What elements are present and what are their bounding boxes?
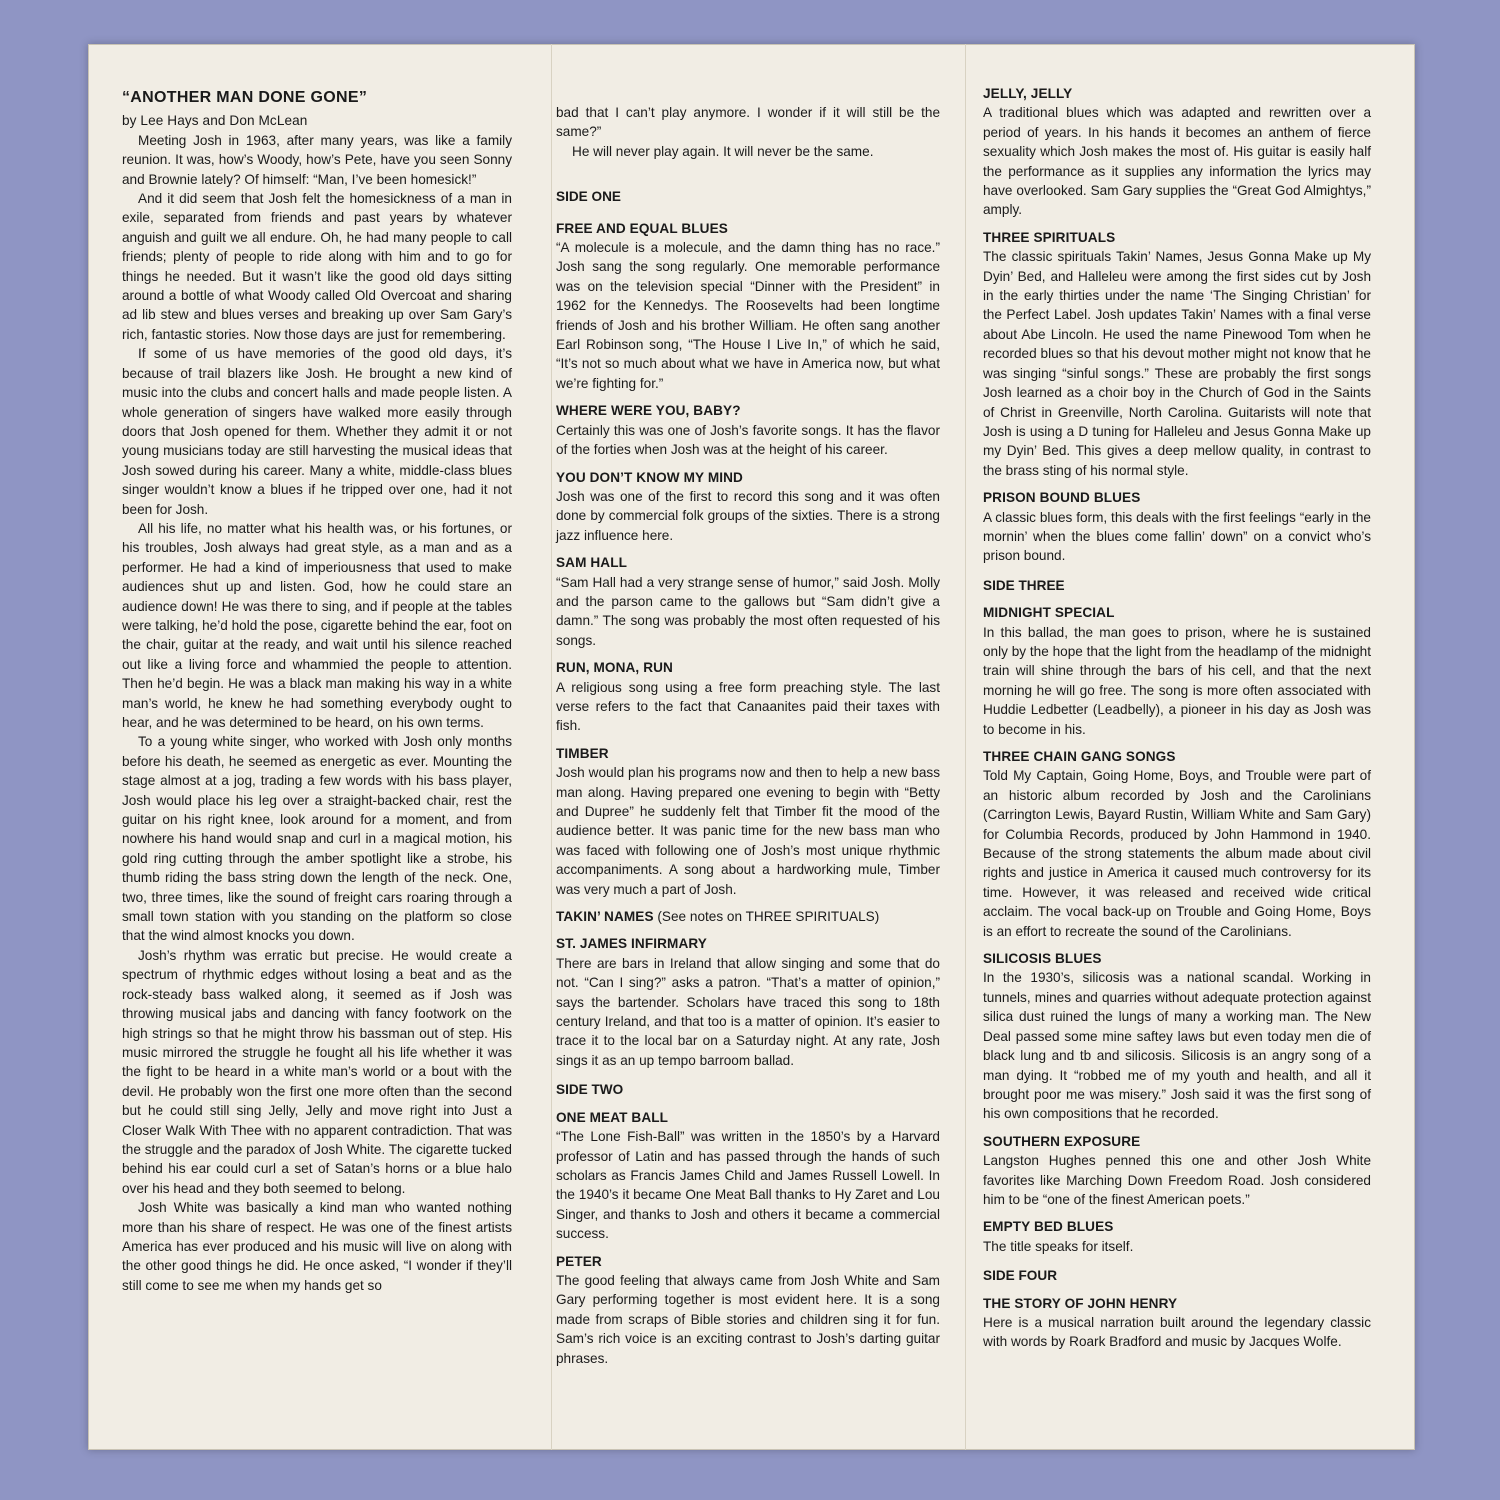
song-note: In this ballad, the man goes to prison, where he is sustained only by the hope that the light from the headlamp of the midnight train will shine through the bars of his cell, and that the next morning he will go free. The song is more often associated with Huddie Ledbetter (Leadbelly), a pioneer in his day as Josh was to become in his. — [983, 624, 1371, 737]
liner-notes-sheet — [88, 44, 1415, 1450]
column-essay — [122, 88, 512, 1295]
song-note: A traditional blues which was adapted and rewritten over a period of years. In his hands it becomes an anthem of fierce sexuality which Josh makes the most of. His guitar is easily half the performance as it supplies any information the lyrics may have overlooked. Sam Gary supplies the “Great God Almightys,” amply. — [983, 105, 1371, 218]
song-note: Told My Captain, Going Home, Boys, and Trouble were part of an historic album recorded by Josh and the Carolinians (Carrington Lewis, Bayard Rustin, William White and Sam Gary) for Columbia Records, produced by John Hammond in 1940. Because of the strong statements the album made about civil rights and justice in America it caused much controversy for its time. However, it was released and received wide critical acclaim. The vocal back-up on Trouble and Going Home, Boys is an effort to recreate the sound of the Carolinians. — [983, 768, 1371, 939]
side-four-heading: SIDE FOUR — [983, 1268, 1058, 1284]
song-note: A religious song using a free form preaching style. The last verse refers to the fact that Canaanites paid their taxes with fish. — [556, 679, 940, 734]
song-note: The classic spirituals Takin’ Names, Jesus Gonna Make up My Dyin’ Bed, and Halleleu were among the first sides cut by Josh in the early thirties under the name ‘The Singing Christian’ for the Perfect Label. Josh updates Takin’ Names with a final verse about Abe Lincoln. He used the name Pinewood Tom when he recorded blues so that his devout mother might not know that he was singing “sinful songs.” These are probably the first songs Josh learned as a choir boy in the Church of God in the Saints of Christ in Greenville, North Carolina. Guitarists will note that Josh is using a D tuning for Halleleu and Jesus Gonna Make up my Dyin’ Bed. This gives a deep mellow quality, in contrast to the brass sting of his normal style. — [983, 249, 1371, 478]
song-note: Josh was one of the first to record this song and it was often done by commercial folk groups of the sixties. There is a strong jazz influence here. — [556, 488, 940, 543]
song-title: TIMBER — [556, 745, 609, 761]
song-note: Josh would plan his programs now and then to help a new bass man along. Having prepared one evening to begin with “Betty and Dupree” he suddenly felt that Timber fit the mood of the audience better. It was panic time for the new bass man who was faced with following one of Josh’s most unique rhythmic accompaniments. A song about a hardworking mule, Timber was very much a part of Josh. — [556, 765, 940, 897]
essay-closing: He will never play again. It will never be the same. — [572, 143, 874, 159]
essay-byline: by Lee Hays and Don McLean — [122, 113, 308, 129]
song-title: THE STORY OF JOHN HENRY — [983, 1295, 1178, 1311]
essay-paragraph: All his life, no matter what his health was, or his fortunes, or his troubles, Josh always had great style, as a man and as a performer. He had a kind of imperiousness that used to make audiences shut up and listen. God, how he could stare an audience down! He was there to sing, and if people at the tables were talking, he’d hold the pose, cigarette behind the ear, foot on the chair, guitar at the ready, and wait until his silence reached out like a living force and whammied the people to attention. Then he’d begin. He was a black man making his way in a white man’s world, he knew he had something everybody ought to hear, and he was determined to be heard, on his own terms. — [122, 520, 512, 730]
song-title: PETER — [556, 1253, 602, 1269]
song-title: SAM HALL — [556, 555, 628, 571]
essay-continued: bad that I can’t play anymore. I wonder if it will still be the same?” — [556, 105, 940, 140]
column-sides-one-two — [556, 103, 940, 1368]
song-title: WHERE WERE YOU, BABY? — [556, 403, 741, 419]
song-note: Certainly this was one of Josh’s favorite songs. It has the flavor of the forties when Josh was at the height of his career. — [556, 422, 940, 458]
song-title: RUN, MONA, RUN — [556, 660, 673, 676]
essay-paragraph: And it did seem that Josh felt the homesickness of a man in exile, separated from friends and past years by whatever anguish and guilt we all endure. Oh, he had many people to call friends; plenty of people to ride along with him and to go for things he needed. But it wasn’t like the good old days sitting around a bottle of what Woody called Old Overcoat and sharing ad lib stew and blues verses and breaking up over Sam Gary’s rich, fantastic stories. Now those days are just for remembering. — [122, 191, 512, 342]
song-note: There are bars in Ireland that allow singing and some that do not. “Can I sing?” asks a patron. “That’s a matter of opinion,” says the bartender. Scholars have traced this song to 18th century Ireland, and that too is a matter of opinion. It’s easier to trace it to the local bar on a Saturday night. At any rate, Josh sings it as an up tempo barroom ballad. — [556, 955, 940, 1068]
song-title: THREE SPIRITUALS — [983, 229, 1116, 245]
song-note: “A molecule is a molecule, and the damn thing has no race.” Josh sang the song regularly. One memorable performance was on the television special “Dinner with the President” in 1962 for the Kennedys. The Roosevelts had been longtime friends of Josh and his brother William. He often sang another Earl Robinson song, “The House I Live In,” of which he said, “It’s not so much about what we have in America now, but what we’re fighting for.” — [556, 240, 940, 391]
song-title: SOUTHERN EXPOSURE — [983, 1133, 1141, 1149]
song-title: PRISON BOUND BLUES — [983, 490, 1141, 506]
essay-paragraph: Josh’s rhythm was erratic but precise. He would create a spectrum of rhythmic edges without losing a beat and as the rock-steady bass walked along, it seemed as if Josh was throwing musical jabs and dancing with fancy footwork on the high strings so that he might throw his bassman out of step. His music mirrored the struggle he fought all his life whether it was the fight to be heard in a white man’s world or a bout with the devil. He probably won the first one more often than the second but he could still sing Jelly, Jelly and move right into Just a Closer Walk With Thee with no apparent contradiction. That was the struggle and the paradox of Josh White. The cigarette tucked behind his ear could curl a set of Satan’s horns or a blue halo over his head and they both seemed to belong. — [122, 947, 512, 1196]
song-title: FREE AND EQUAL BLUES — [556, 220, 728, 236]
song-title: SILICOSIS BLUES — [983, 951, 1102, 967]
song-title: THREE CHAIN GANG SONGS — [983, 749, 1176, 764]
song-note: Here is a musical narration built around the legendary classic with words by Roark Bradford and music by Jacques Wolfe. — [983, 1314, 1371, 1350]
song-note: The title speaks for itself. — [983, 1238, 1134, 1254]
song-title: JELLY, JELLY — [983, 86, 1073, 101]
takin-names-line — [556, 907, 940, 926]
song-note: “Sam Hall had a very strange sense of humor,” said Josh. Molly and the parson came to the gallows but “Sam didn’t give a damn.” The song was probably the most often requested of his songs. — [556, 574, 940, 648]
song-note: The good feeling that always came from Josh White and Sam Gary performing together is most evident here. It is a song made from scraps of Bible stories and children sing it for fun. Sam’s rich voice is an exciting contrast to Josh’s darting guitar phrases. — [556, 1272, 940, 1366]
fold-line — [551, 44, 552, 1450]
song-title: ONE MEAT BALL — [556, 1109, 669, 1125]
song-note: In the 1930’s, silicosis was a national scandal. Working in tunnels, mines and quarries without adequate protection against silica dust ruined the lungs of many a working man. The New Deal passed some mine saftey laws but even today men die of black lung and tb and silicosis. Silicosis is an angry song of a man dying. It “robbed me of my youth and health, and all it brought poor me was misery.” Josh said it was the first song of his own compositions that he recorded. — [983, 970, 1371, 1122]
song-title: YOU DON’T KNOW MY MIND — [556, 469, 743, 485]
song-title: EMPTY BED BLUES — [983, 1219, 1114, 1235]
fold-line — [965, 44, 966, 1450]
essay-paragraph: Meeting Josh in 1963, after many years, was like a family reunion. It was, how’s Woody, how’s Pete, have you seen Sonny and Brownie lately? Of himself: “Man, I’ve been homesick!” — [122, 132, 512, 187]
essay-paragraph: To a young white singer, who worked with Josh only months before his death, he seemed as energetic as ever. Mounting the stage almost at a jog, trading a few words with his bass player, Josh would place his leg over a straight-backed chair, rest the guitar on his right knee, look around for a moment, and from nowhere his hand would snap and curl in a magical motion, his gold ring cutting through the amber spotlight like a strobe, his thumb riding the bass string down the length of the neck. One, two, three times, like the sound of freight cars roaring through a small town station with you standing on the platform so close that the wind almost knocks you down. — [122, 734, 512, 944]
side-three-heading: SIDE THREE — [983, 577, 1065, 593]
song-note: A classic blues form, this deals with the first feelings “early in the mornin’ when the blues come fallin’ down” on a convict who’s prison bound. — [983, 509, 1371, 564]
song-title: MIDNIGHT SPECIAL — [983, 605, 1115, 621]
song-note: (See notes on THREE SPIRITUALS) — [657, 909, 880, 925]
essay-paragraph: If some of us have memories of the good old days, it’s because of trail blazers like Josh. He brought a new kind of music into the clubs and concert halls and made people listen. A whole generation of singers have walked more easily through doors that Josh opened for them. Whether they admit it or not young musicians today are still harvesting the musical ideas that Josh sowed during his career. Many a white, middle-class blues singer wouldn’t know a blues if he tripped over one, had it not been for Josh. — [122, 346, 512, 517]
song-note: Langston Hughes penned this one and other Josh White favorites like Marching Down Freedom Road. Josh considered him to be “one of the finest American poets.” — [983, 1153, 1371, 1207]
essay-title: “ANOTHER MAN DONE GONE” — [122, 89, 368, 106]
column-sides-three-four — [983, 84, 1371, 1352]
side-two-heading: SIDE TWO — [556, 1082, 624, 1098]
song-title: ST. JAMES INFIRMARY — [556, 936, 707, 952]
essay-paragraph: Josh White was basically a kind man who wanted nothing more than his share of respect. He was one of the finest artists America has ever produced and his music will live on along with the other good things he did. He once asked, “I wonder if they’ll still come to see me when my hands get so — [122, 1200, 512, 1293]
song-note: “The Lone Fish-Ball” was written in the 1850’s by a Harvard professor of Latin and has passed through the hands of such scholars as Francis James Child and James Russell Lowell. In the 1940’s it became One Meat Ball thanks to Hy Zaret and Lou Singer, and thanks to Josh and others it became a commercial success. — [556, 1129, 940, 1242]
song-title: TAKIN’ NAMES — [556, 909, 654, 925]
side-one-heading: SIDE ONE — [556, 189, 621, 205]
